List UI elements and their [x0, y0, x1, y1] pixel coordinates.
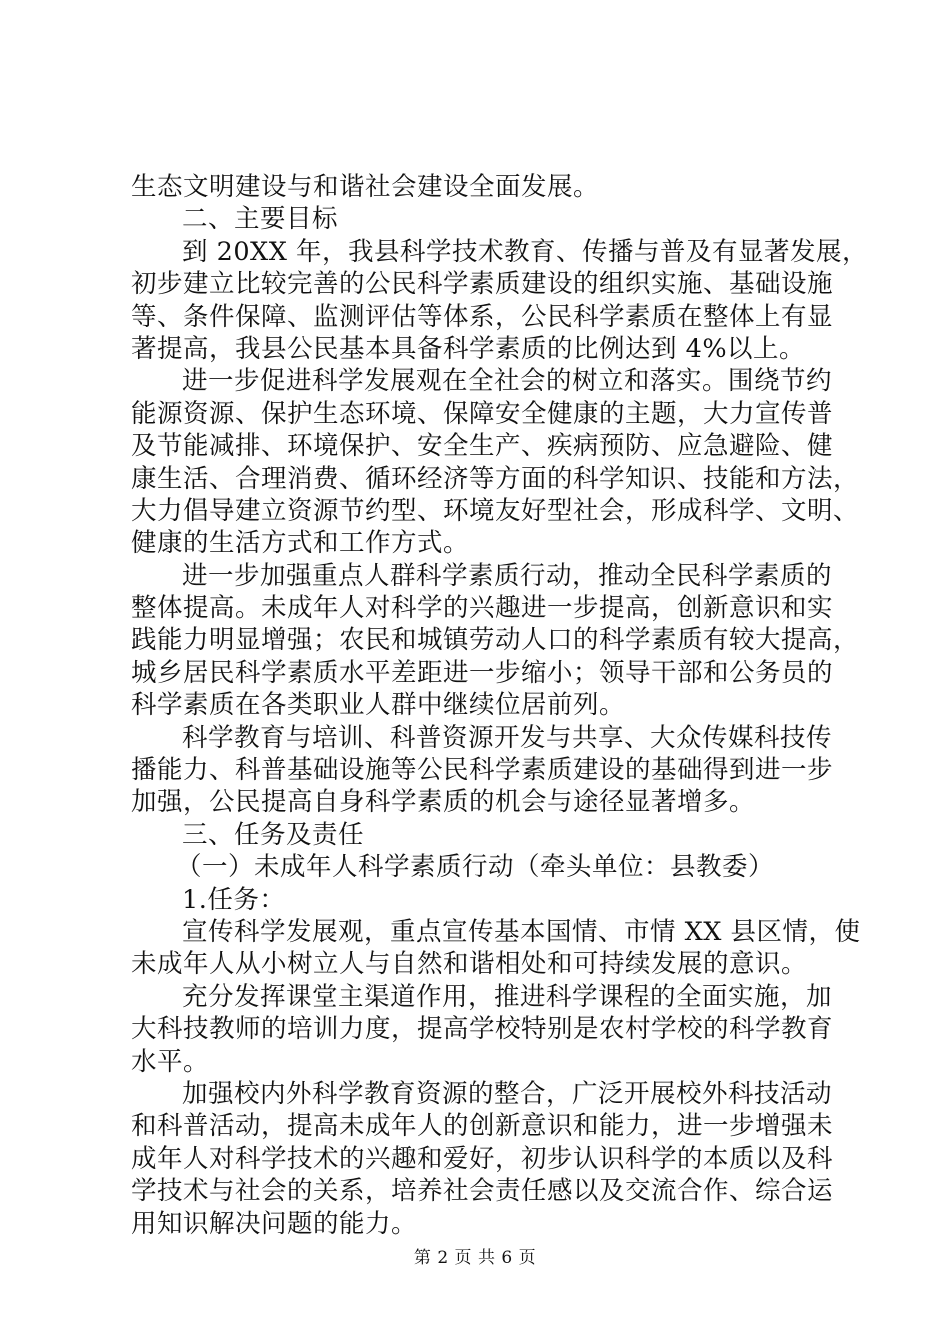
text-line: 播能力、科普基础设施等公民科学素质建设的基础得到进一步 [131, 755, 834, 786]
text-line: 践能力明显增强；农民和城镇劳动人口的科学素质有较大提高， [131, 625, 860, 656]
text-line: 生态文明建设与和谐社会建设全面发展。 [131, 172, 600, 202]
paragraph-scientific-development [131, 365, 860, 559]
text-line: 水平。 [131, 1046, 210, 1077]
page-number-footer: 第 2 页 共 6 页 [413, 1248, 537, 1268]
heading-line: 二、主要目标 [182, 204, 339, 235]
text-line: 等、条件保障、监测评估等体系，公民科学素质在整体上有显 [131, 301, 834, 332]
text-line: 进一步促进科学发展观在全社会的树立和落实。围绕节约 [182, 366, 833, 397]
text-line: 成年人对科学技术的兴趣和爱好，初步认识科学的本质以及科 [131, 1143, 834, 1174]
text-line: 及节能减排、环境保护、安全生产、疾病预防、应急避险、健 [131, 431, 834, 462]
subsection-heading-minors [131, 851, 831, 883]
text-line: 加强校内外科学教育资源的整合，广泛开展校外科技活动 [182, 1078, 833, 1109]
heading-line: （一）未成年人科学素质行动（牵头单位：县教委） [176, 852, 775, 883]
paragraph-key-groups [131, 560, 860, 722]
section-heading-tasks [131, 819, 831, 851]
text-line: 学技术与社会的关系，培养社会责任感以及交流合作、综合运 [131, 1176, 834, 1207]
text-line: 康生活、合理消费、循环经济等方面的科学知识、技能和方法， [131, 463, 860, 494]
text-line: 大力倡导建立资源节约型、环境友好型社会，形成科学、文明、 [131, 495, 860, 526]
paragraph-publicize [131, 916, 861, 981]
text-line: 科学素质在各类职业人群中继续位居前列。 [131, 690, 626, 721]
text-line: 整体提高。未成年人对科学的兴趣进一步提高，创新意识和实 [131, 593, 834, 624]
paragraph-classroom [131, 981, 834, 1078]
paragraph-goal-overview [131, 236, 868, 366]
text-line: 宣传科学发展观，重点宣传基本国情、市情 XX 县区情，使 [182, 916, 861, 947]
text-line: 健康的生活方式和工作方式。 [131, 528, 470, 559]
paragraph-continuation [131, 171, 831, 203]
paragraph-infrastructure [131, 722, 834, 819]
text-line: 用知识解决问题的能力。 [131, 1208, 418, 1239]
text-line: 著提高，我县公民基本具备科学素质的比例达到 4%以上。 [131, 333, 806, 364]
paragraph-resources [131, 1078, 834, 1240]
heading-line: 1.任务： [182, 884, 286, 915]
text-line: 初步建立比较完善的公民科学素质建设的组织实施、基础设施 [131, 269, 834, 300]
item-heading-tasks [131, 884, 831, 916]
section-heading-goals [131, 203, 831, 235]
text-line: 加强，公民提高自身科学素质的机会与途径显著增多。 [131, 787, 756, 818]
text-line: 到 20XX 年，我县科学技术教育、传播与普及有显著发展， [182, 236, 868, 267]
text-line: 进一步加强重点人群科学素质行动，推动全民科学素质的 [182, 560, 833, 591]
text-line: 能源资源、保护生态环境、保障安全健康的主题，大力宣传普 [131, 398, 834, 429]
text-line: 未成年人从小树立人与自然和谐相处和可持续发展的意识。 [131, 949, 808, 980]
document-body [131, 171, 868, 1240]
text-line: 城乡居民科学素质水平差距进一步缩小；领导干部和公务员的 [131, 657, 834, 688]
text-line: 大科技教师的培训力度，提高学校特别是农村学校的科学教育 [131, 1014, 834, 1045]
heading-line: 三、任务及责任 [182, 819, 365, 850]
text-line: 科学教育与培训、科普资源开发与共享、大众传媒科技传 [182, 722, 833, 753]
text-line: 充分发挥课堂主渠道作用，推进科学课程的全面实施，加 [182, 981, 833, 1012]
text-line: 和科普活动，提高未成年人的创新意识和能力，进一步增强未 [131, 1111, 834, 1142]
